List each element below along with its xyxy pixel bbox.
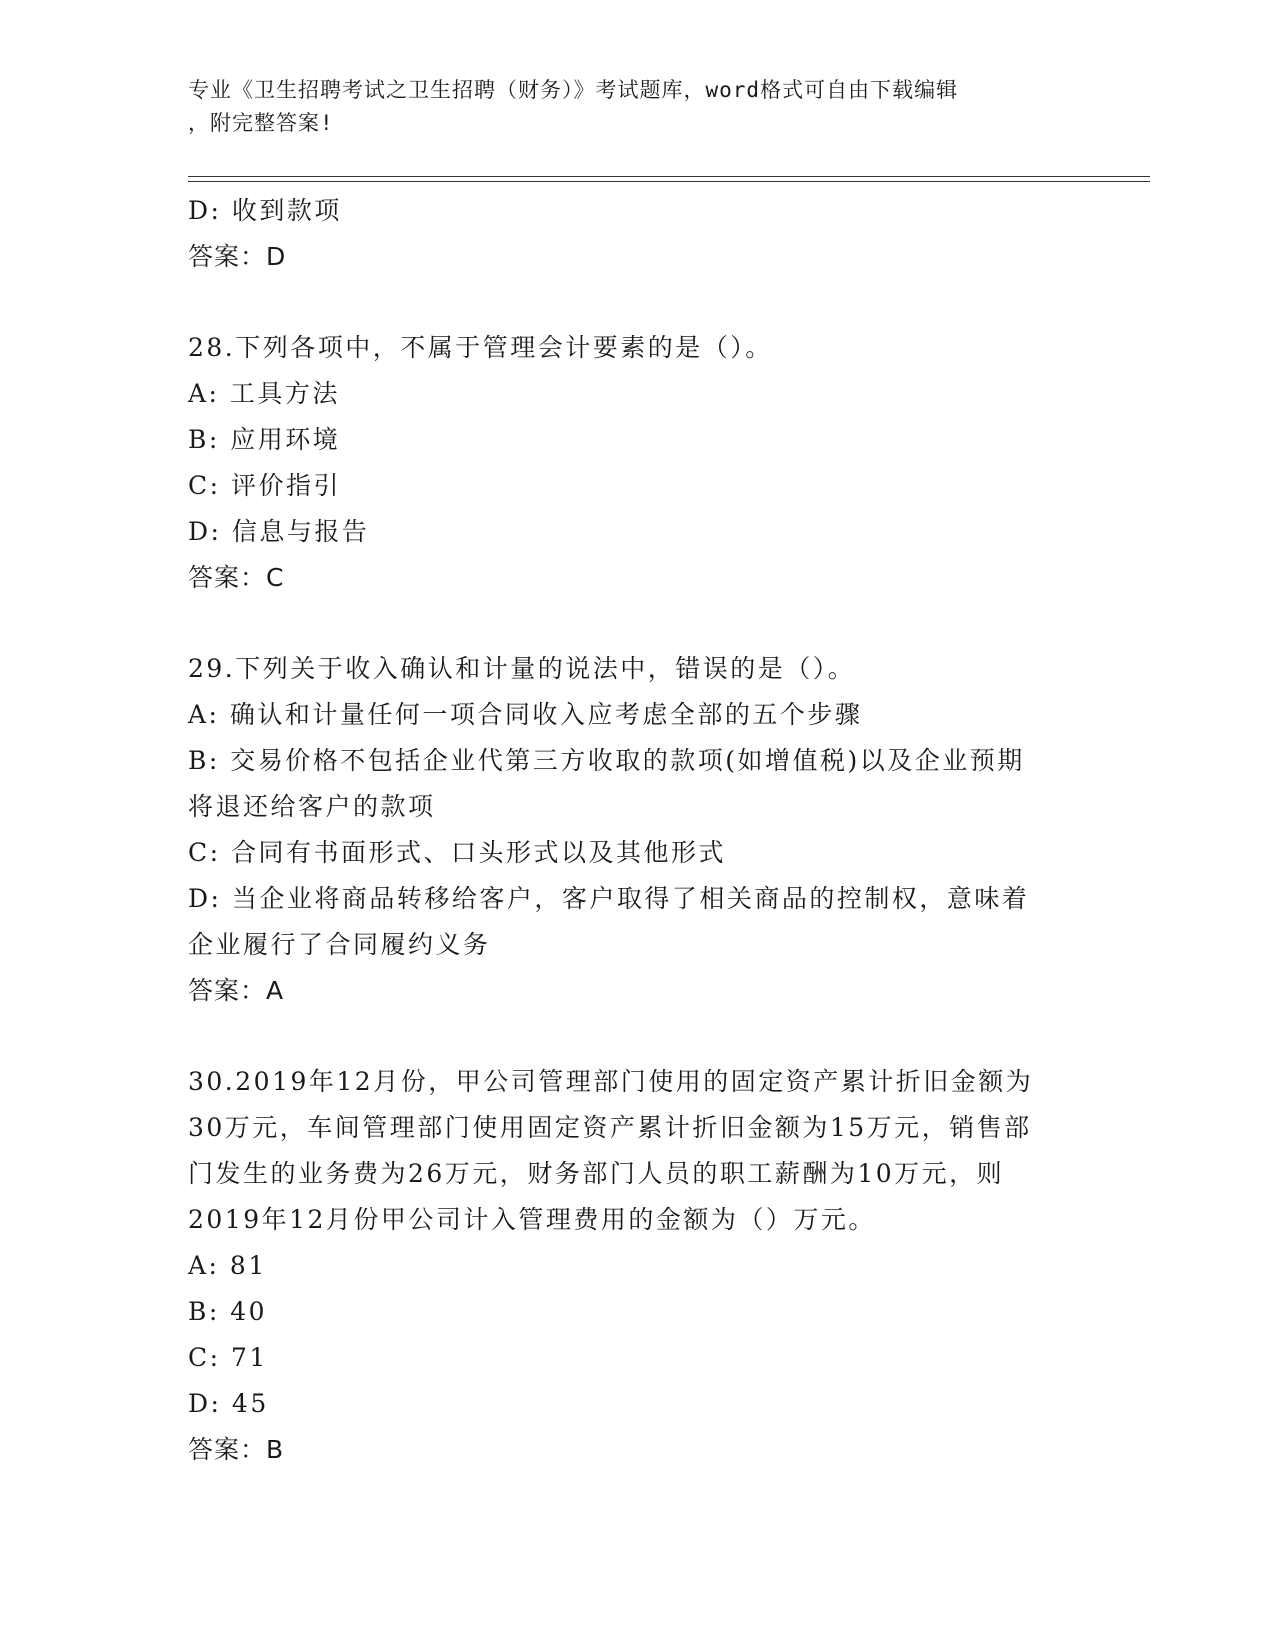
question-28: [188, 325, 1088, 601]
question-30: [188, 1059, 1088, 1473]
answer-line: 答案：B: [188, 1435, 285, 1464]
option-line: A: 确认和计量任何一项合同收入应考虑全部的五个步骤: [188, 700, 863, 729]
question-29: [188, 646, 1088, 1014]
option-line: A: 工具方法: [188, 379, 340, 408]
header-divider-top: [188, 176, 1150, 177]
answer-line: 答案：D: [188, 242, 287, 271]
question-stem: 30.2019年12月份，甲公司管理部门使用的固定资产累计折旧金额为: [188, 1067, 1034, 1096]
question-stem: 门发生的业务费为26万元，财务部门人员的职工薪酬为10万元，则: [188, 1159, 1005, 1188]
spacer: [188, 280, 1088, 325]
option-line: B: 应用环境: [188, 425, 341, 454]
question-stem: 2019年12月份甲公司计入管理费用的金额为（）万元。: [188, 1205, 876, 1234]
answer-line: 答案：C: [188, 563, 285, 592]
header-line-2: ，附完整答案!: [188, 111, 334, 135]
option-line: C: 评价指引: [188, 471, 341, 500]
option-line: 将退还给客户的款项: [188, 792, 436, 821]
option-line: B: 交易价格不包括企业代第三方收取的款项(如增值税)以及企业预期: [188, 746, 1025, 775]
prev-question-tail: [188, 188, 1088, 280]
spacer: [188, 601, 1088, 646]
question-list: [188, 188, 1088, 1473]
header-divider-bottom: [188, 181, 1150, 182]
option-line: D: 收到款项: [188, 196, 342, 225]
question-stem: 30万元，车间管理部门使用固定资产累计折旧金额为15万元，销售部: [188, 1113, 1032, 1142]
spacer: [188, 1014, 1088, 1059]
option-line: B: 40: [188, 1297, 268, 1326]
question-stem: 29.下列关于收入确认和计量的说法中，错误的是（）。: [188, 654, 856, 683]
document-header: [188, 74, 1068, 140]
option-line: 企业履行了合同履约义务: [188, 930, 491, 959]
answer-line: 答案：A: [188, 976, 285, 1005]
question-stem: 28.下列各项中，不属于管理会计要素的是（）。: [188, 333, 773, 362]
option-line: C: 合同有书面形式、口头形式以及其他形式: [188, 838, 726, 867]
header-line-1: 专业《卫生招聘考试之卫生招聘（财务）》考试题库，word格式可自由下载编辑: [188, 78, 959, 102]
option-line: D: 45: [188, 1389, 269, 1418]
option-line: C: 71: [188, 1343, 268, 1372]
option-line: A: 81: [188, 1251, 267, 1280]
option-line: D: 信息与报告: [188, 517, 370, 546]
option-line: D: 当企业将商品转移给客户，客户取得了相关商品的控制权，意味着: [188, 884, 1030, 913]
